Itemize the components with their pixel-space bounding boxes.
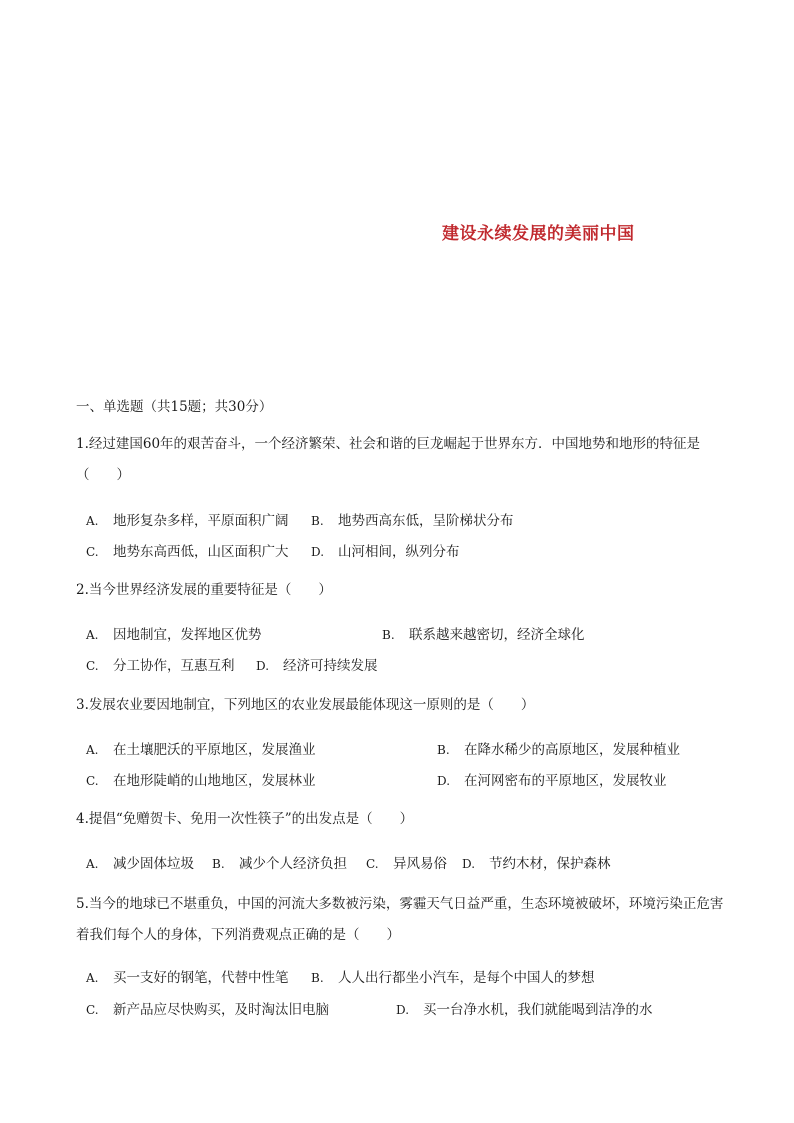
option-letter: B.: [311, 971, 324, 985]
option-text: 买一支好的钢笔，代替中性笔: [113, 970, 289, 986]
question-5-option-a[interactable]: [86, 966, 289, 986]
option-text: 地势东高西低，山区面积广大: [113, 544, 289, 560]
question-1-option-c[interactable]: [86, 540, 289, 560]
option-text: 分工协作，互惠互利: [113, 658, 235, 674]
question-5-options-row-2: [86, 998, 706, 1018]
option-text: 人人出行都坐小汽车，是每个中国人的梦想: [338, 970, 595, 986]
question-3-stem: 3.发展农业要因地制宜，下列地区的农业发展最能体现这一原则的是（ ）: [76, 697, 535, 713]
option-letter: D.: [396, 1003, 410, 1017]
question-1-stem: 1.经过建国60年的艰苦奋斗，一个经济繁荣、社会和谐的巨龙崛起于世界东方．中国地势和地形的特征是（ ）: [76, 436, 701, 483]
question-1-option-a[interactable]: [86, 509, 289, 529]
option-letter: A.: [86, 971, 99, 985]
option-text: 在土壤肥沃的平原地区，发展渔业: [113, 742, 316, 758]
option-text: 联系越来越密切，经济全球化: [409, 627, 585, 643]
question-3-option-b[interactable]: [437, 738, 680, 758]
question-4-option-c[interactable]: [366, 852, 447, 872]
option-letter: B.: [311, 514, 324, 528]
question-2-option-c[interactable]: [86, 654, 235, 674]
option-text: 因地制宜，发挥地区优势: [113, 627, 262, 643]
question-1-options-row-2: [86, 540, 706, 560]
question-4-option-a[interactable]: [86, 852, 194, 872]
option-letter: A.: [86, 628, 99, 642]
option-letter: A.: [86, 857, 99, 871]
question-3-options-row-1: [86, 738, 706, 758]
question-4-option-d[interactable]: [462, 852, 611, 872]
question-4-options-row-1: [86, 852, 706, 872]
option-letter: C.: [86, 774, 99, 788]
option-letter: B.: [212, 857, 225, 871]
question-2-option-a[interactable]: [86, 623, 262, 643]
option-letter: A.: [86, 514, 99, 528]
option-letter: C.: [86, 1003, 99, 1017]
option-text: 新产品应尽快购买，及时淘汰旧电脑: [113, 1002, 329, 1018]
question-4-stem: 4.提倡“免赠贺卡、免用一次性筷子”的出发点是（ ）: [76, 811, 414, 827]
option-letter: C.: [86, 545, 99, 559]
option-letter: D.: [256, 659, 270, 673]
question-4-option-b[interactable]: [212, 852, 347, 872]
question-1-option-b[interactable]: [311, 509, 514, 529]
option-letter: C.: [86, 659, 99, 673]
option-text: 异风易俗: [393, 856, 447, 872]
question-5-stem: 5.当今的地球已不堪重负，中国的河流大多数被污染，雾霾天气日益严重，生态环境被破坏，环境污染正危害着我们每个人的身体，下列消费观点正确的是（ ）: [76, 896, 724, 943]
option-letter: C.: [366, 857, 379, 871]
option-text: 在河网密布的平原地区，发展牧业: [464, 773, 667, 789]
option-text: 地势西高东低，呈阶梯状分布: [338, 513, 514, 529]
option-text: 在地形陡峭的山地地区，发展林业: [113, 773, 316, 789]
question-1-options-row-1: [86, 509, 706, 529]
question-3-option-a[interactable]: [86, 738, 316, 758]
option-text: 山河相间，纵列分布: [338, 544, 460, 560]
option-text: 买一台净水机，我们就能喝到洁净的水: [423, 1002, 653, 1018]
option-letter: D.: [462, 857, 476, 871]
option-text: 减少固体垃圾: [113, 856, 194, 872]
question-1-option-d[interactable]: [311, 540, 460, 560]
option-letter: D.: [437, 774, 451, 788]
option-text: 经济可持续发展: [283, 658, 378, 674]
question-2-option-b[interactable]: [382, 623, 585, 643]
option-text: 节约木材，保护森林: [489, 856, 611, 872]
option-text: 减少个人经济负担: [239, 856, 347, 872]
question-5-option-b[interactable]: [311, 966, 595, 986]
question-3-options-row-2: [86, 769, 706, 789]
question-5-option-c[interactable]: [86, 998, 329, 1018]
question-2-options-row-1: [86, 623, 706, 643]
question-2-stem: 2.当今世界经济发展的重要特征是（ ）: [76, 582, 332, 598]
question-2-option-d[interactable]: [256, 654, 378, 674]
document-title: 建设永续发展的美丽中国: [442, 224, 635, 244]
option-letter: D.: [311, 545, 325, 559]
option-letter: B.: [382, 628, 395, 642]
question-2-options-row-2: [86, 654, 706, 674]
option-text: 在降水稀少的高原地区，发展种植业: [464, 742, 680, 758]
question-3-option-d[interactable]: [437, 769, 667, 789]
option-letter: B.: [437, 743, 450, 757]
option-letter: A.: [86, 743, 99, 757]
question-3-option-c[interactable]: [86, 769, 316, 789]
question-5-options-row-1: [86, 966, 706, 986]
question-5-option-d[interactable]: [396, 998, 653, 1018]
section-heading: 一、单选题（共15题；共30分）: [76, 399, 273, 415]
option-text: 地形复杂多样，平原面积广阔: [113, 513, 289, 529]
